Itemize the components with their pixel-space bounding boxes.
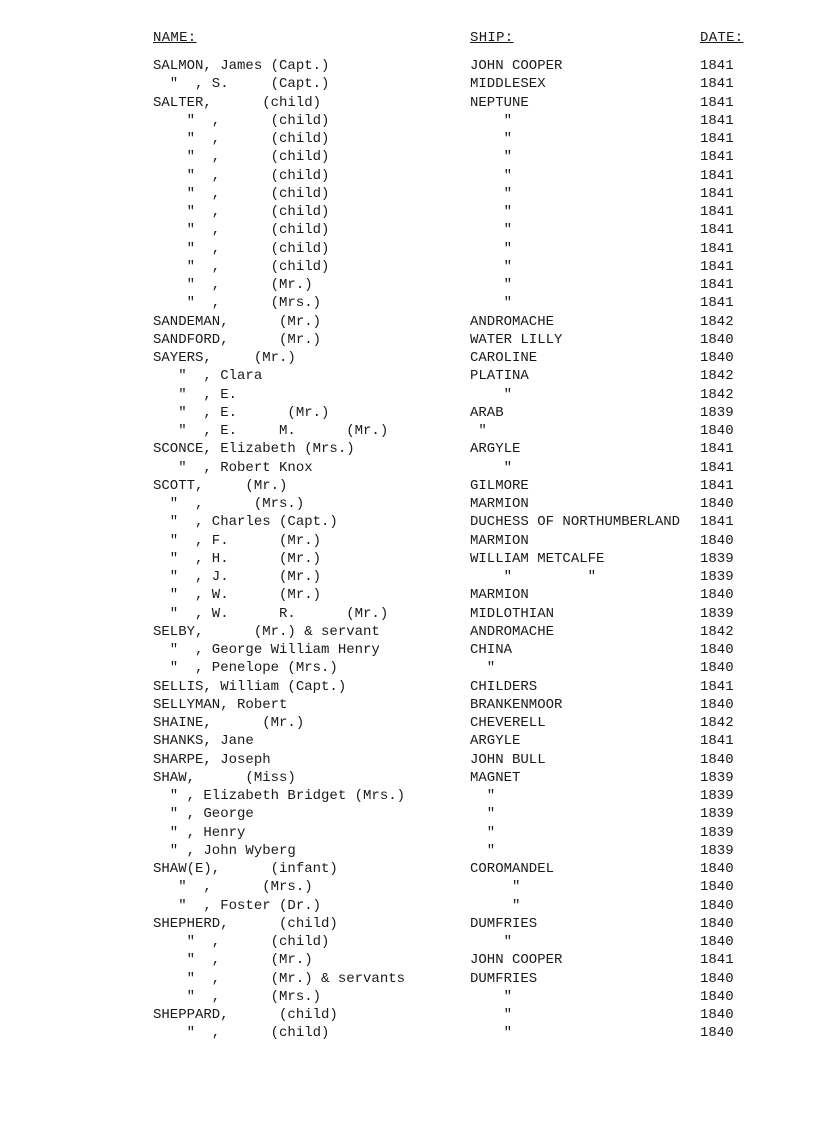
passenger-name: SALMON, James (Capt.) [153,58,330,74]
table-row [0,148,816,166]
arrival-date: 1840 [700,423,734,439]
arrival-date: 1840 [700,970,734,987]
arrival-date: 1839 [700,842,734,859]
ship-name: " [470,806,496,823]
arrival-date: 1841 [700,185,734,202]
table-row [0,641,816,659]
arrival-date: 1840 [700,934,734,950]
table-row [0,751,816,769]
passenger-name: " , (Mrs.) [153,496,305,512]
table-row [0,258,816,276]
passenger-name: " , (Mr.) [153,952,313,969]
passenger-name: SHAW, (Miss) [153,769,296,786]
passenger-list [0,57,816,1043]
ship-name: WATER LILLY [470,331,563,348]
passenger-name: " , (child) [153,149,330,166]
arrival-date: 1840 [700,915,734,932]
ship-name: " [470,167,513,184]
ship-name: " [470,204,513,220]
ship-name: ANDROMACHE [470,623,555,640]
arrival-date: 1842 [700,386,734,403]
passenger-name: SCOTT, (Mr.) [153,477,288,494]
arrival-date: 1840 [700,1007,734,1023]
arrival-date: 1841 [700,240,734,257]
passenger-name: SHAW(E), (infant) [153,861,338,877]
arrival-date: 1840 [700,861,734,877]
ship-name: " [470,879,521,896]
passenger-name: " , (Mrs.) [153,879,313,896]
passenger-name: " , (child) [153,258,330,275]
arrival-date: 1840 [700,988,734,1005]
passenger-name: " , John Wyberg [153,842,296,859]
table-row [0,824,816,842]
ship-name: " [470,277,513,293]
ship-name: COROMANDEL [470,861,555,877]
ship-name: JOHN COOPER [470,952,563,969]
ship-name: " [470,149,513,166]
ship-name: " [470,988,513,1005]
passenger-name: SALTER, (child) [153,94,322,111]
ship-name: NEPTUNE [470,94,529,111]
ship-name: CHINA [470,642,513,658]
table-row [0,878,816,896]
table-row [0,605,816,623]
table-row [0,842,816,860]
passenger-name: " , (Mrs.) [153,988,322,1005]
table-row [0,860,816,878]
table-row [0,495,816,513]
arrival-date: 1841 [700,952,734,969]
ship-name: MARMION [470,587,529,604]
ship-name: " [470,131,513,147]
passenger-name: " , W. R. (Mr.) [153,605,389,622]
table-row [0,94,816,112]
table-row [0,185,816,203]
table-row [0,386,816,404]
table-row [0,331,816,349]
arrival-date: 1840 [700,350,734,366]
arrival-date: 1839 [700,404,734,421]
table-row [0,897,816,915]
passenger-name: SELLYMAN, Robert [153,696,288,713]
arrival-date: 1841 [700,459,734,476]
table-row [0,404,816,422]
passenger-name: SANDFORD, (Mr.) [153,331,322,348]
arrival-date: 1839 [700,769,734,786]
passenger-name: " , W. (Mr.) [153,587,322,604]
ship-name: DUMFRIES [470,915,538,932]
passenger-name: " , F. (Mr.) [153,532,322,549]
ship-name: MIDDLESEX [470,76,546,93]
ship-name: " [470,185,513,202]
passenger-name: " , H. (Mr.) [153,550,322,567]
arrival-date: 1841 [700,678,734,695]
ship-name: " [470,788,496,804]
table-row [0,240,816,258]
ship-name: " [470,258,513,275]
ship-name: " [470,112,513,129]
passenger-name: SELLIS, William (Capt.) [153,678,347,695]
table-row [0,951,816,969]
table-row [0,714,816,732]
table-row [0,732,816,750]
arrival-date: 1841 [700,477,734,494]
table-row [0,313,816,331]
arrival-date: 1841 [700,94,734,111]
table-row [0,294,816,312]
arrival-date: 1840 [700,587,734,604]
arrival-date: 1841 [700,222,734,239]
passenger-name: " , Henry [153,824,246,841]
passenger-name: " , (child) [153,112,330,129]
arrival-date: 1840 [700,897,734,914]
ship-name: JOHN BULL [470,751,546,768]
table-row [0,349,816,367]
arrival-date: 1841 [700,167,734,184]
ship-name: WILLIAM METCALFE [470,550,605,567]
arrival-date: 1840 [700,532,734,549]
arrival-date: 1841 [700,112,734,129]
passenger-name: SAYERS, (Mr.) [153,350,296,366]
ship-name: ARGYLE [470,733,521,750]
table-row [0,1006,816,1024]
ship-name: MARMION [470,496,529,512]
passenger-name: " , (child) [153,240,330,257]
ship-name: JOHN COOPER [470,58,563,74]
table-row [0,532,816,550]
passenger-name: " , Clara [153,368,263,385]
table-row [0,696,816,714]
passenger-name: " , (child) [153,167,330,184]
passenger-name: " , E. M. (Mr.) [153,423,389,439]
arrival-date: 1841 [700,295,734,312]
arrival-date: 1842 [700,715,734,731]
arrival-date: 1841 [700,258,734,275]
ship-name: DUMFRIES [470,970,538,987]
table-row [0,550,816,568]
passenger-name: " , E. [153,386,238,403]
ship-name: " [470,660,496,677]
ship-name: " [470,1007,513,1023]
ship-name: CHILDERS [470,678,538,695]
ship-name: MIDLOTHIAN [470,605,555,622]
passenger-name: " , S. (Capt.) [153,76,330,93]
arrival-date: 1840 [700,751,734,768]
passenger-name: SCONCE, Elizabeth (Mrs.) [153,441,355,458]
table-row [0,787,816,805]
table-row [0,459,816,477]
table-row [0,988,816,1006]
ship-name: BRANKENMOOR [470,696,563,713]
table-row [0,623,816,641]
ship-name: " [470,423,487,439]
arrival-date: 1840 [700,496,734,512]
table-row [0,112,816,130]
table-row [0,203,816,221]
table-row [0,915,816,933]
passenger-name: " , Elizabeth Bridget (Mrs.) [153,788,406,804]
passenger-name: " , (Mrs.) [153,295,322,312]
arrival-date: 1839 [700,569,734,585]
ship-name: " [470,295,513,312]
passenger-name: SHARPE, Joseph [153,751,271,768]
arrival-date: 1841 [700,441,734,458]
passenger-name: " , Penelope (Mrs.) [153,660,338,677]
passenger-name: " , (child) [153,1025,330,1042]
passenger-name: " , Robert Knox [153,459,313,476]
passenger-name: " , (child) [153,131,330,147]
table-row [0,970,816,988]
arrival-date: 1840 [700,331,734,348]
passenger-name: " , Foster (Dr.) [153,897,322,914]
ship-name: MARMION [470,532,529,549]
arrival-date: 1839 [700,824,734,841]
ship-name: ARAB [470,404,504,421]
passenger-name: " , George William Henry [153,642,380,658]
arrival-date: 1842 [700,313,734,330]
ship-name: DUCHESS OF NORTHUMBERLAND [470,514,681,531]
ship-name: GILMORE [470,477,529,494]
passenger-name: SHAINE, (Mr.) [153,715,305,731]
ship-name: " [470,824,496,841]
ship-name: " [470,1025,513,1042]
passenger-name: SHEPHERD, (child) [153,915,338,932]
passenger-name: " , (Mr.) & servants [153,970,406,987]
passenger-name: " , Charles (Capt.) [153,514,338,531]
ship-name: " [470,240,513,257]
arrival-date: 1840 [700,660,734,677]
arrival-date: 1841 [700,204,734,220]
table-row [0,75,816,93]
arrival-date: 1840 [700,879,734,896]
passenger-name: " , E. (Mr.) [153,404,330,421]
passenger-name: " , (child) [153,222,330,239]
arrival-date: 1841 [700,58,734,74]
arrival-date: 1840 [700,1025,734,1042]
ship-name: ARGYLE [470,441,521,458]
table-row [0,422,816,440]
passenger-name: " , (Mr.) [153,277,313,293]
passenger-name: SHEPPARD, (child) [153,1007,338,1023]
table-row [0,276,816,294]
table-row [0,130,816,148]
ship-name: CHEVERELL [470,715,546,731]
ship-name: CAROLINE [470,350,538,366]
arrival-date: 1841 [700,131,734,147]
table-row [0,440,816,458]
arrival-date: 1841 [700,76,734,93]
ship-name: PLATINA [470,368,529,385]
ship-name: " [470,386,513,403]
arrival-date: 1841 [700,149,734,166]
table-row [0,167,816,185]
arrival-date: 1842 [700,623,734,640]
arrival-date: 1839 [700,788,734,804]
ship-name: ANDROMACHE [470,313,555,330]
passenger-name: " , George [153,806,254,823]
arrival-date: 1839 [700,550,734,567]
ship-name: " [470,842,496,859]
arrival-date: 1839 [700,605,734,622]
arrival-date: 1839 [700,806,734,823]
table-row [0,586,816,604]
arrival-date: 1840 [700,642,734,658]
ship-name: " [470,459,513,476]
arrival-date: 1841 [700,514,734,531]
table-row [0,769,816,787]
table-row [0,367,816,385]
table-row [0,933,816,951]
ship-column-header: SHIP: [470,30,514,46]
date-column-header: DATE: [700,30,744,46]
table-row [0,1024,816,1042]
ship-name: MAGNET [470,769,521,786]
passenger-name: SELBY, (Mr.) & servant [153,623,380,640]
table-row [0,513,816,531]
ship-name: " [470,222,513,239]
arrival-date: 1842 [700,368,734,385]
table-row [0,805,816,823]
table-row [0,221,816,239]
passenger-name: " , (child) [153,934,330,950]
table-row [0,568,816,586]
arrival-date: 1841 [700,277,734,293]
name-column-header: NAME: [153,30,197,46]
table-row [0,477,816,495]
table-row [0,678,816,696]
passenger-name: " , (child) [153,185,330,202]
ship-name: " [470,897,521,914]
passenger-name: SHANKS, Jane [153,733,254,750]
arrival-date: 1841 [700,733,734,750]
ship-name: " " [470,569,597,585]
passenger-name: SANDEMAN, (Mr.) [153,313,322,330]
table-row [0,659,816,677]
arrival-date: 1840 [700,696,734,713]
passenger-name: " , (child) [153,204,330,220]
table-row [0,57,816,75]
passenger-name: " , J. (Mr.) [153,569,322,585]
ship-name: " [470,934,513,950]
